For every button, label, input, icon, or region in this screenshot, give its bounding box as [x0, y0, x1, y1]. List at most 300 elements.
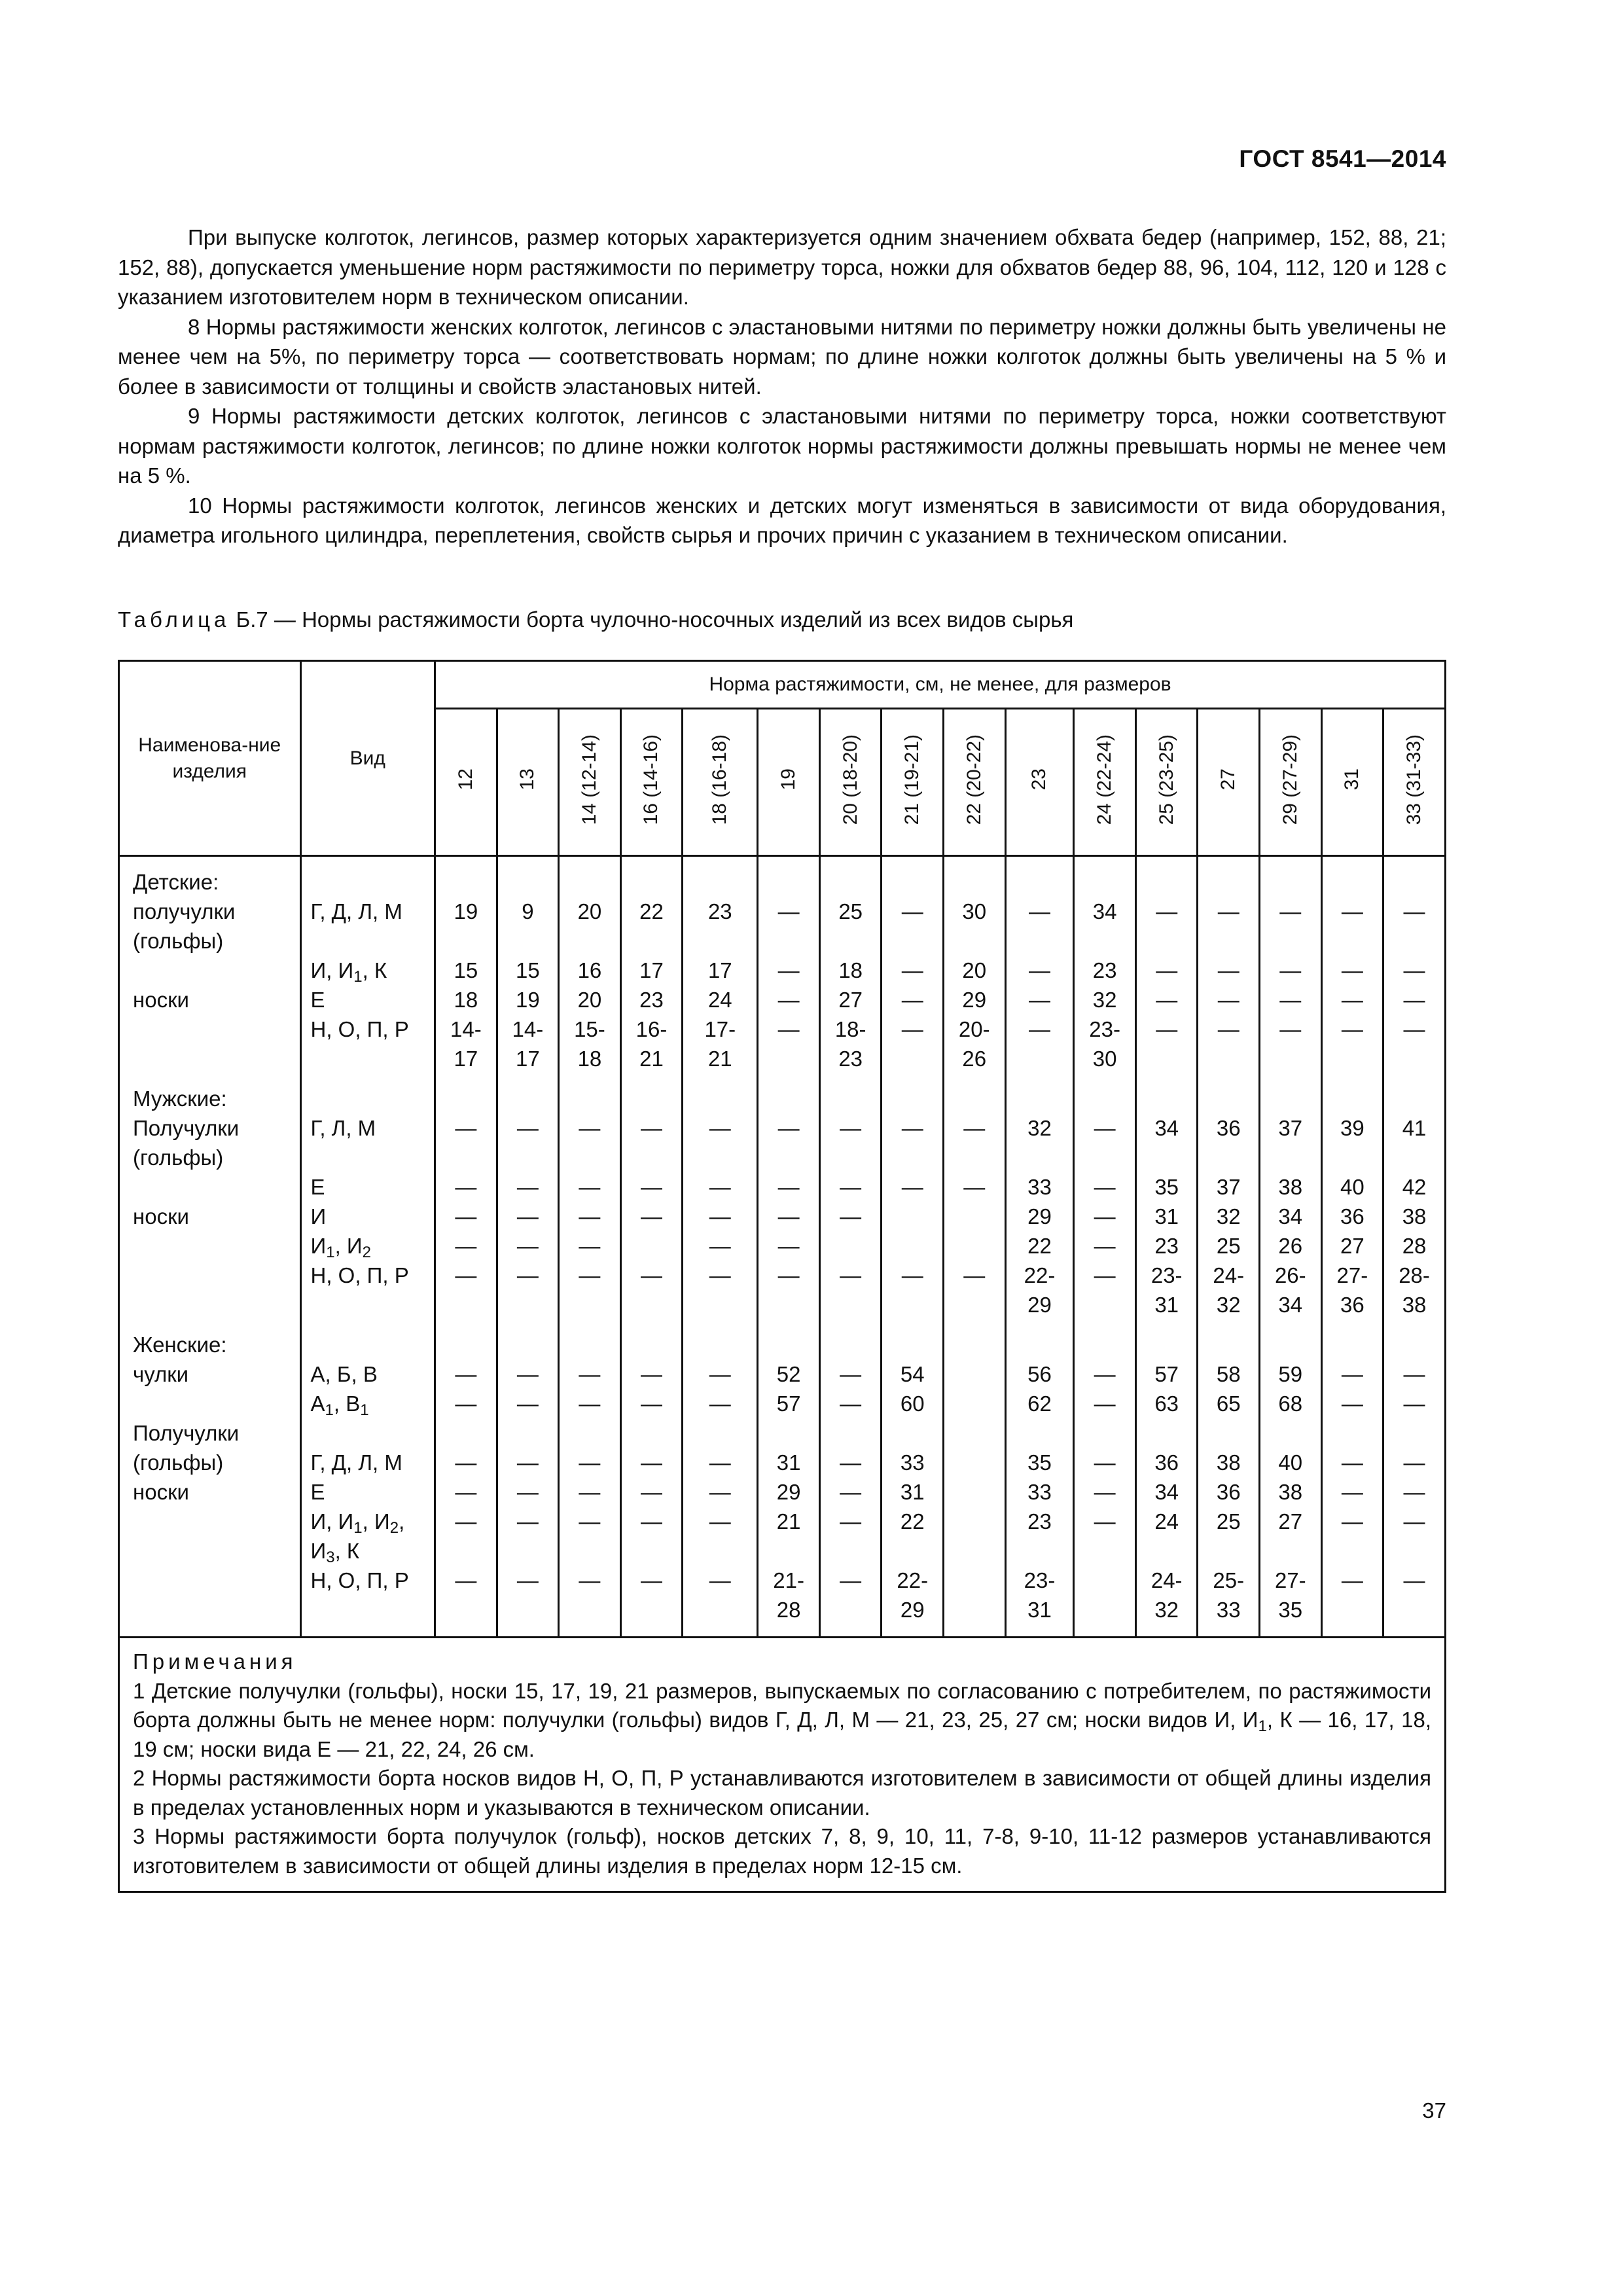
value-cell: 36	[1321, 1202, 1383, 1231]
paragraph: 9 Нормы растяжимости детских колготок, легинсов с эластановыми нитями по периметру торса, ножки соответствуют нормам растяжимости колготок, легинсов; по длине ножки колготок нормы растяжимости должны превышать нормы не менее чем на 5 %.	[118, 404, 1446, 488]
value-cell: —	[1135, 1014, 1198, 1073]
value-cell: 40	[1321, 1172, 1383, 1202]
value-cell: —	[1383, 985, 1446, 1014]
size-header	[620, 709, 683, 856]
value-cell	[944, 1448, 1006, 1477]
value-cell: —	[1321, 1014, 1383, 1073]
value-cell: —	[819, 1566, 882, 1638]
value-cell: —	[435, 1172, 497, 1202]
value-cell: —	[683, 1507, 758, 1566]
value-cell	[1383, 1319, 1446, 1359]
page-number: 37	[1422, 2098, 1446, 2123]
value-cell: —	[1074, 1359, 1136, 1389]
note-item: 3 Нормы растяжимости борта получулок (гольф), носков детских 7, 8, 9, 10, 11, 7-8, 9-10, 11-12 размеров устанавливаются изготовителем в зависимости от общей длины изделия в пределах норм 12-15 см.	[133, 1824, 1431, 1878]
size-label: 22 (20-22)	[963, 734, 985, 825]
value-cell	[882, 1202, 944, 1231]
value-cell	[944, 1507, 1006, 1566]
table-caption	[118, 605, 1073, 634]
size-label: 25 (23-25)	[1155, 734, 1177, 825]
value-cell: —	[497, 1448, 559, 1477]
value-cell: 18	[819, 956, 882, 985]
size-header	[497, 709, 559, 856]
value-cell: —	[559, 1202, 621, 1231]
value-cell: —	[620, 1113, 683, 1172]
value-cell	[435, 1073, 497, 1113]
value-cell: 27	[1260, 1507, 1322, 1566]
item-name-cell: Детские:	[119, 856, 301, 897]
size-label: 18 (16-18)	[709, 734, 731, 825]
value-cell: 16	[559, 956, 621, 985]
value-cell: —	[1321, 1507, 1383, 1566]
value-cell	[1135, 856, 1198, 897]
size-label: 24 (22-24)	[1094, 734, 1116, 825]
value-cell: 34	[1074, 897, 1136, 956]
value-cell: —	[819, 1477, 882, 1507]
size-label: 23	[1028, 768, 1050, 791]
table-row	[119, 1319, 1446, 1359]
value-cell: —	[435, 1477, 497, 1507]
column-header-name: Наименова-ние изделия	[119, 661, 301, 856]
value-cell: —	[1198, 1014, 1260, 1073]
value-cell: 25- 33	[1198, 1566, 1260, 1638]
value-cell: 29	[944, 985, 1006, 1014]
value-cell: —	[620, 1172, 683, 1202]
value-cell: 65	[1198, 1389, 1260, 1418]
value-cell	[683, 1073, 758, 1113]
value-cell: —	[683, 1231, 758, 1261]
table-row	[119, 1448, 1446, 1477]
value-cell: —	[683, 1359, 758, 1389]
value-cell	[559, 1418, 621, 1448]
value-cell: —	[1074, 1113, 1136, 1172]
value-cell: —	[944, 1113, 1006, 1172]
item-name-cell: чулки	[119, 1359, 301, 1389]
item-name-cell	[119, 1566, 301, 1638]
item-name-cell: Получулки (гольфы)	[119, 1113, 301, 1172]
size-header	[1260, 709, 1322, 856]
value-cell	[620, 856, 683, 897]
value-cell: —	[882, 1014, 944, 1073]
table-row	[119, 1202, 1446, 1231]
value-cell: —	[559, 1566, 621, 1638]
value-cell	[620, 1319, 683, 1359]
value-cell: —	[435, 1448, 497, 1477]
item-name-cell: носки	[119, 985, 301, 1014]
value-cell	[497, 1319, 559, 1359]
size-header	[819, 709, 882, 856]
value-cell: 15	[497, 956, 559, 985]
value-cell	[819, 1231, 882, 1261]
value-cell: 23	[1005, 1507, 1074, 1566]
value-cell: 23- 31	[1005, 1566, 1074, 1638]
value-cell	[1260, 1319, 1322, 1359]
value-cell: —	[1321, 1566, 1383, 1638]
value-cell: —	[1135, 985, 1198, 1014]
value-cell	[944, 1073, 1006, 1113]
value-cell: 34	[1135, 1113, 1198, 1172]
size-header	[559, 709, 621, 856]
value-cell	[1005, 1319, 1074, 1359]
item-name-cell	[119, 1507, 301, 1566]
value-cell	[1074, 1073, 1136, 1113]
value-cell: 33	[1005, 1477, 1074, 1507]
value-cell	[620, 1231, 683, 1261]
size-header	[1135, 709, 1198, 856]
value-cell: —	[620, 1507, 683, 1566]
value-cell: —	[1005, 956, 1074, 985]
value-cell: —	[758, 1113, 820, 1172]
value-cell	[819, 856, 882, 897]
item-vid-cell: Е	[300, 985, 435, 1014]
value-cell: 39	[1321, 1113, 1383, 1172]
value-cell	[944, 856, 1006, 897]
value-cell: —	[1074, 1507, 1136, 1566]
value-cell: 23	[1135, 1231, 1198, 1261]
value-cell	[1321, 1073, 1383, 1113]
value-cell: 18	[435, 985, 497, 1014]
value-cell: —	[1383, 956, 1446, 985]
value-cell: 34	[1260, 1202, 1322, 1231]
size-header	[1198, 709, 1260, 856]
item-vid-cell: Н, О, П, Р	[300, 1566, 435, 1638]
value-cell	[683, 856, 758, 897]
value-cell	[435, 856, 497, 897]
value-cell: 26	[1260, 1231, 1322, 1261]
size-header	[1383, 709, 1446, 856]
value-cell	[1074, 1566, 1136, 1638]
value-cell	[819, 1418, 882, 1448]
value-cell: —	[1383, 1014, 1446, 1073]
value-cell: 56	[1005, 1359, 1074, 1389]
item-name-cell	[119, 1014, 301, 1073]
value-cell: —	[620, 1566, 683, 1638]
size-label: 13	[516, 768, 539, 791]
value-cell: 25	[1198, 1231, 1260, 1261]
value-cell: —	[497, 1389, 559, 1418]
value-cell: 22	[620, 897, 683, 956]
value-cell: —	[1321, 1359, 1383, 1389]
value-cell: —	[1005, 1014, 1074, 1073]
value-cell	[1260, 1073, 1322, 1113]
value-cell: 23	[620, 985, 683, 1014]
table-row	[119, 956, 1446, 985]
value-cell	[1383, 1073, 1446, 1113]
value-cell	[1383, 1418, 1446, 1448]
value-cell	[683, 1418, 758, 1448]
value-cell: —	[944, 1261, 1006, 1319]
value-cell: —	[620, 1261, 683, 1319]
value-cell: —	[882, 897, 944, 956]
value-cell: —	[497, 1231, 559, 1261]
value-cell: —	[1260, 985, 1322, 1014]
value-cell: —	[1383, 1359, 1446, 1389]
value-cell: 17	[620, 956, 683, 985]
value-cell	[944, 1319, 1006, 1359]
item-vid-cell: Н, О, П, Р	[300, 1014, 435, 1073]
value-cell: 22	[882, 1507, 944, 1566]
value-cell	[944, 1418, 1006, 1448]
size-header	[1005, 709, 1074, 856]
value-cell: 17- 21	[683, 1014, 758, 1073]
value-cell: 63	[1135, 1389, 1198, 1418]
item-vid-cell: $А_1$, $В_1$	[300, 1389, 435, 1418]
value-cell: 22- 29	[1005, 1261, 1074, 1319]
value-cell: 57	[1135, 1359, 1198, 1389]
value-cell	[882, 856, 944, 897]
value-cell: —	[1074, 1202, 1136, 1231]
value-cell: 24	[1135, 1507, 1198, 1566]
value-cell	[944, 1202, 1006, 1231]
value-cell: —	[944, 1172, 1006, 1202]
value-cell: —	[1321, 956, 1383, 985]
value-cell: —	[1135, 897, 1198, 956]
value-cell: —	[1135, 956, 1198, 985]
value-cell: —	[435, 1113, 497, 1172]
value-cell: 15	[435, 956, 497, 985]
value-cell: 20	[559, 985, 621, 1014]
value-cell: 25	[1198, 1507, 1260, 1566]
size-label: 20 (18-20)	[839, 734, 861, 825]
value-cell: —	[435, 1389, 497, 1418]
value-cell: —	[758, 985, 820, 1014]
notes-title: Примечания	[133, 1649, 297, 1674]
value-cell: 18- 23	[819, 1014, 882, 1073]
value-cell: —	[882, 1261, 944, 1319]
table-row	[119, 1231, 1446, 1261]
value-cell: —	[1383, 1477, 1446, 1507]
value-cell: —	[758, 1202, 820, 1231]
value-cell: —	[1383, 1448, 1446, 1477]
value-cell: 24- 32	[1198, 1261, 1260, 1319]
value-cell	[758, 1319, 820, 1359]
item-name-cell	[119, 1389, 301, 1418]
value-cell: —	[559, 1448, 621, 1477]
value-cell: 27	[1321, 1231, 1383, 1261]
value-cell: 36	[1198, 1113, 1260, 1172]
value-cell: —	[620, 1359, 683, 1389]
item-vid-cell: Г, Д, Л, М	[300, 897, 435, 956]
table-row	[119, 856, 1446, 897]
value-cell: —	[819, 1113, 882, 1172]
value-cell	[944, 1359, 1006, 1389]
size-label: 29 (27-29)	[1279, 734, 1301, 825]
value-cell	[819, 1319, 882, 1359]
value-cell: —	[1074, 1448, 1136, 1477]
value-cell: 31	[758, 1448, 820, 1477]
value-cell: 38	[1260, 1172, 1322, 1202]
value-cell: 33	[882, 1448, 944, 1477]
value-cell: 32	[1074, 985, 1136, 1014]
value-cell: —	[1074, 1231, 1136, 1261]
table-row	[119, 1073, 1446, 1113]
size-label: 31	[1341, 768, 1363, 791]
item-vid-cell: И	[300, 1202, 435, 1231]
value-cell: —	[758, 1231, 820, 1261]
value-cell: —	[435, 1507, 497, 1566]
value-cell: 9	[497, 897, 559, 956]
value-cell: —	[1198, 897, 1260, 956]
size-label: 16 (14-16)	[640, 734, 662, 825]
value-cell: 32	[1198, 1202, 1260, 1231]
value-cell: 54	[882, 1359, 944, 1389]
value-cell: —	[882, 1113, 944, 1172]
value-cell	[683, 1319, 758, 1359]
value-cell: —	[1260, 897, 1322, 956]
value-cell: 41	[1383, 1113, 1446, 1172]
table-row	[119, 1014, 1446, 1073]
item-vid-cell: Н, О, П, Р	[300, 1261, 435, 1319]
value-cell	[497, 856, 559, 897]
body-text	[118, 223, 1446, 550]
size-label: 19	[777, 768, 800, 791]
value-cell	[1198, 1418, 1260, 1448]
value-cell: —	[497, 1507, 559, 1566]
size-header	[435, 709, 497, 856]
size-header	[944, 709, 1006, 856]
value-cell	[944, 1389, 1006, 1418]
value-cell: 17	[683, 956, 758, 985]
value-cell: —	[758, 1014, 820, 1073]
value-cell: —	[882, 985, 944, 1014]
value-cell: —	[683, 1113, 758, 1172]
value-cell	[882, 1418, 944, 1448]
table-row	[119, 1507, 1446, 1566]
value-cell: 19	[435, 897, 497, 956]
value-cell: 22- 29	[882, 1566, 944, 1638]
item-name-cell: получулки (гольфы)	[119, 897, 301, 956]
value-cell: —	[1321, 985, 1383, 1014]
table-row	[119, 1477, 1446, 1507]
value-cell: 21	[758, 1507, 820, 1566]
value-cell: —	[1383, 1507, 1446, 1566]
value-cell	[944, 1477, 1006, 1507]
value-cell: —	[559, 1507, 621, 1566]
value-cell: —	[559, 1231, 621, 1261]
value-cell	[1198, 1319, 1260, 1359]
item-vid-cell: Г, Д, Л, М	[300, 1448, 435, 1477]
size-header	[882, 709, 944, 856]
size-header	[1074, 709, 1136, 856]
value-cell: 40	[1260, 1448, 1322, 1477]
table-row	[119, 1389, 1446, 1418]
value-cell: —	[1321, 897, 1383, 956]
item-vid-cell: $И_1$, $И_2$	[300, 1231, 435, 1261]
value-cell: —	[683, 1477, 758, 1507]
value-cell: 60	[882, 1389, 944, 1418]
size-label: 12	[454, 768, 476, 791]
value-cell: —	[1074, 1389, 1136, 1418]
value-cell: —	[1074, 1477, 1136, 1507]
value-cell	[882, 1073, 944, 1113]
value-cell: —	[683, 1261, 758, 1319]
item-name-cell: Мужские:	[119, 1073, 301, 1113]
value-cell: —	[683, 1566, 758, 1638]
item-vid-cell: Г, Л, М	[300, 1113, 435, 1172]
value-cell: 15- 18	[559, 1014, 621, 1073]
value-cell: 27- 35	[1260, 1566, 1322, 1638]
table-row	[119, 1566, 1446, 1638]
value-cell	[559, 856, 621, 897]
item-vid-cell: И, $И_1$, К	[300, 956, 435, 985]
value-cell: 27- 36	[1321, 1261, 1383, 1319]
value-cell: —	[882, 1172, 944, 1202]
value-cell: 37	[1198, 1172, 1260, 1202]
column-header-vid: Вид	[300, 661, 435, 856]
value-cell: 38	[1383, 1202, 1446, 1231]
item-name-cell: носки	[119, 1477, 301, 1507]
value-cell: 34	[1135, 1477, 1198, 1507]
value-cell	[758, 856, 820, 897]
value-cell	[620, 1418, 683, 1448]
value-cell: 20	[559, 897, 621, 956]
value-cell: 31	[882, 1477, 944, 1507]
value-cell: 38	[1198, 1448, 1260, 1477]
value-cell: 27	[819, 985, 882, 1014]
value-cell: 25	[819, 897, 882, 956]
value-cell: —	[435, 1261, 497, 1319]
value-cell	[758, 1418, 820, 1448]
value-cell: 22	[1005, 1231, 1074, 1261]
value-cell	[620, 1073, 683, 1113]
value-cell: —	[819, 1507, 882, 1566]
item-vid-cell: Е	[300, 1477, 435, 1507]
value-cell	[1383, 856, 1446, 897]
table-row	[119, 897, 1446, 956]
table-row	[119, 1113, 1446, 1172]
value-cell: —	[1383, 897, 1446, 956]
value-cell	[882, 1319, 944, 1359]
value-cell: —	[435, 1231, 497, 1261]
column-header-norm: Норма растяжимости, см, не менее, для размеров	[435, 661, 1446, 709]
value-cell: 29	[758, 1477, 820, 1507]
value-cell	[882, 1231, 944, 1261]
value-cell: 37	[1260, 1113, 1322, 1172]
size-header	[1321, 709, 1383, 856]
value-cell: —	[497, 1261, 559, 1319]
paragraph: 10 Нормы растяжимости колготок, легинсов женских и детских могут изменяться в зависимости от вида оборудования, диаметра игольного цилиндра, переплетения, свойств сырья и прочих причин с указанием в техническом описании.	[118, 493, 1446, 547]
paragraph: При выпуске колготок, легинсов, размер которых характеризуется одним значением обхвата бедер (например, 152, 88, 21; 152, 88), допускается уменьшение норм растяжимости по периметру торса, ножки для обхватов бедер 88, 96, 104, 112, 120 и 128 с указанием изготовителем норм в техническом описании.	[118, 225, 1446, 309]
note-item: 2 Нормы растяжимости борта носков видов Н, О, П, Р устанавливаются изготовителем в зависимости от общей длины изделия в пределах установленных норм и указываются в техническом описании.	[133, 1766, 1431, 1820]
value-cell: 29	[1005, 1202, 1074, 1231]
value-cell: —	[620, 1202, 683, 1231]
value-cell	[944, 1231, 1006, 1261]
value-cell: 42	[1383, 1172, 1446, 1202]
value-cell: —	[758, 956, 820, 985]
value-cell: 16- 21	[620, 1014, 683, 1073]
value-cell: 35	[1005, 1448, 1074, 1477]
value-cell	[758, 1073, 820, 1113]
value-cell: —	[1260, 1014, 1322, 1073]
item-name-cell: носки	[119, 1202, 301, 1231]
table-caption-label: Таблица	[118, 607, 230, 632]
size-header	[758, 709, 820, 856]
value-cell	[944, 1566, 1006, 1638]
value-cell: —	[620, 1477, 683, 1507]
value-cell: 33	[1005, 1172, 1074, 1202]
value-cell	[435, 1319, 497, 1359]
item-name-cell: (гольфы)	[119, 1448, 301, 1477]
value-cell: —	[559, 1389, 621, 1418]
value-cell: —	[559, 1359, 621, 1389]
value-cell: —	[1321, 1448, 1383, 1477]
value-cell: —	[1074, 1261, 1136, 1319]
value-cell: —	[1198, 956, 1260, 985]
value-cell: 38	[1260, 1477, 1322, 1507]
item-vid-cell: И, $И_1$, $И_2$, $И_3$, К	[300, 1507, 435, 1566]
norms-table	[118, 660, 1446, 1893]
value-cell: —	[497, 1566, 559, 1638]
value-cell	[1260, 856, 1322, 897]
